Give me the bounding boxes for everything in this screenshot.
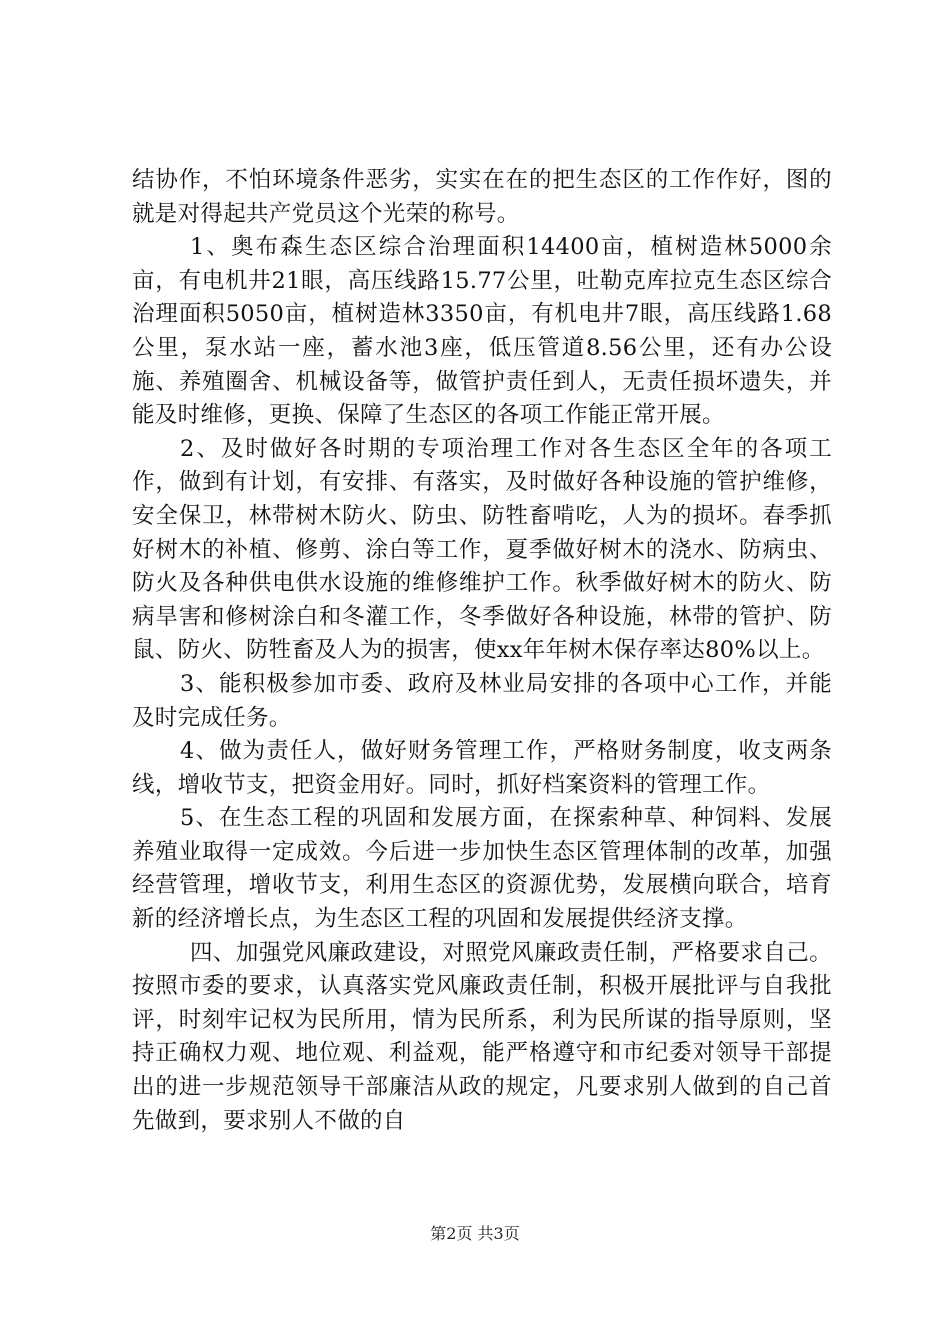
page-number-footer: 第2页 共3页	[430, 1224, 520, 1243]
paragraph-item-5: 5、在生态工程的巩固和发展方面，在探索种草、种饲料、发展养殖业取得一定成效。今后进一步加快生态区管理体制的改革，加强经营管理，增收节支，利用生态区的资源优势，发展横向联合，培育新的经济增长点，为生态区工程的巩固和发展提供经济支撑。	[132, 805, 832, 933]
paragraph-item-1: 1、奥布森生态区综合治理面积14400亩，植树造林5000余亩，有电机井21眼，高压线路15.77公里，吐勒克库拉克生态区综合治理面积5050亩，植树造林3350亩，有机电井7眼，高压线路1.68公里，泵水站一座，蓄水池3座，低压管道8.56公里，还有办公设施、养殖圈舍、机械设备等，做管护责任到人，无责任损坏遗失，并能及时维修，更换、保障了生态区的各项工作能正常开展。	[132, 234, 832, 429]
paragraph-item-4: 4、做为责任人，做好财务管理工作，严格财务制度，收支两条线，增收节支，把资金用好。同时，抓好档案资料的管理工作。	[132, 738, 832, 798]
paragraph-item-2: 2、及时做好各时期的专项治理工作对各生态区全年的各项工作，做到有计划，有安排、有落实，及时做好各种设施的管护维修，安全保卫，林带树木防火、防虫、防牲畜啃吃，人为的损坏。春季抓好树木的补植、修剪、涂白等工作，夏季做好树木的浇水、防病虫、防火及各种供电供水设施的维修维护工作。秋季做好树木的防火、防病旱害和修树涂白和冬灌工作，冬季做好各种设施，林带的管护、防鼠、防火、防牲畜及人为的损害，使xx年年树木保存率达80%以上。	[132, 435, 832, 664]
paragraph-continuation: 结协作，不怕环境条件恶劣，实实在在的把生态区的工作作好，图的就是对得起共产党员这个光荣的称号。	[132, 167, 832, 227]
document-body	[132, 164, 832, 1138]
paragraph-item-3: 3、能积极参加市委、政府及林业局安排的各项中心工作，并能及时完成任务。	[132, 670, 832, 731]
paragraph-section-4: 四、加强党风廉政建设，对照党风廉政责任制，严格要求自己。按照市委的要求，认真落实党风廉政责任制，积极开展批评与自我批评，时刻牢记权为民所用，情为民所系，利为民所谋的指导原则，坚持正确权力观、地位观、利益观，能严格遵守和市纪委对领导干部提出的进一步规范领导干部廉洁从政的规定，凡要求别人做到的自己首先做到，要求别人不做的自	[132, 939, 832, 1134]
